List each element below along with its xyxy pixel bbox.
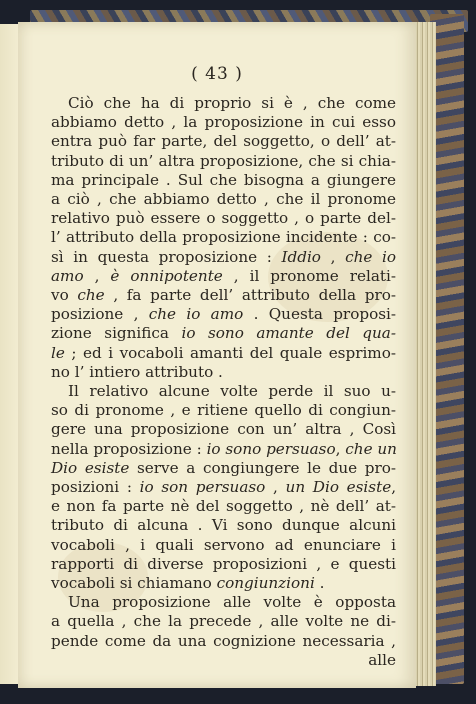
text-line [51,267,396,286]
italic-text: che un [345,439,397,458]
text-run: abbiamo detto , la proposizione in cui esso [51,113,396,132]
paragraph [51,593,396,651]
text-run: , [265,478,286,497]
text-run: Una proposizione alle volte è opposta [68,593,396,612]
text-run: , [320,247,346,266]
text-line [51,574,396,593]
text-line [51,190,396,209]
text-run: so di pronome , e ritiene quello di congiun- [51,401,396,420]
text-line [51,612,396,631]
text-run: tributo di alcuna . Vi sono dunque alcuni [51,516,396,535]
text-line [51,228,396,247]
text-run: e non fa parte nè del soggetto , nè dell’ at- [51,497,396,516]
text-run: , [391,478,397,497]
text-run: gere una proposizione con un’ altra , Così [51,420,396,439]
text-run: pende come da una cognizione necessaria , [51,631,396,650]
text-line [51,593,396,612]
text-line [51,478,396,497]
text-run: . [314,574,325,593]
body-text [51,94,396,670]
text-run: entra può far parte, del soggetto, o dell’ at- [51,132,396,151]
text-line [51,536,396,555]
italic-text: congiunzioni [216,574,315,593]
text-run: relativo può essere o soggetto , o parte del- [51,209,396,228]
text-line [51,209,396,228]
text-run: Il relativo alcune volte perde il suo u- [68,382,396,401]
text-run: , fa parte dell’ attributo della pro- [104,286,396,305]
text-run: l’ attributo della proposizione incidente : co- [51,228,396,247]
paragraph [51,94,396,382]
text-line [51,113,396,132]
italic-text: che [77,286,105,305]
text-run: a quella , che la precede , alle volte ne di- [51,612,396,631]
text-line [51,497,396,516]
text-run: vocaboli si chiamano [51,574,217,593]
text-line [51,286,396,305]
text-line [51,152,396,171]
italic-text: io son persuaso [139,478,266,497]
book-page [18,22,416,688]
text-run: nella proposizione : [51,439,207,458]
text-run: ; ed i vocaboli amanti del quale esprimo- [64,343,396,362]
text-run: posizione , [51,305,149,324]
italic-text: che io [345,247,397,266]
text-run: posizioni : [51,478,140,497]
text-run: ma principale . Sul che bisogna a giungere [51,170,396,189]
text-line [51,459,396,478]
italic-text: io sono persuaso [206,439,336,458]
paragraph [51,382,396,593]
text-line [51,305,396,324]
italic-text: è onnipotente [110,266,223,285]
text-run: , [335,439,346,458]
text-run: zione significa [51,324,182,343]
text-line [51,516,396,535]
catchword: alle [368,650,396,669]
text-line [51,363,396,382]
text-line [51,401,396,420]
text-line [51,324,396,343]
text-line [51,420,396,439]
text-line [51,382,396,401]
text-line [51,440,396,459]
italic-text: che io amo [148,305,244,324]
text-run: . Questa proposi- [243,305,396,324]
text-run: tributo di un’ altra proposizione, che si chia- [51,151,396,170]
text-line [51,344,396,363]
text-run: no l’ intiero attributo . [51,362,223,381]
italic-text: io sono amante del qua- [181,324,396,343]
text-line [51,632,396,651]
text-run: a ciò , che abbiamo detto , che il pronome [51,190,396,209]
paragraphs [51,94,396,651]
text-line [51,171,396,190]
text-run: , [83,266,111,285]
italic-text: amo [51,266,84,285]
text-line [51,555,396,574]
text-run: serve a congiungere le due pro- [129,458,397,477]
text-line [51,132,396,151]
text-run: rapporti di diverse proposizioni , e questi [51,554,396,573]
page-number: ( 43 ) [191,64,243,84]
italic-text: Iddio [281,247,321,266]
text-run: Ciò che ha di proprio si è , che come [68,94,396,112]
text-line [51,248,396,267]
text-line [51,94,396,113]
italic-text: un Dio esiste [285,478,392,497]
text-run: vo [51,286,78,305]
italic-text: le [51,343,65,362]
text-run: vocaboli , i quali servono ad enunciare i [51,535,396,554]
text-run: , il pronome relati- [222,266,396,285]
text-run: sì in questa proposizione : [51,247,282,266]
italic-text: Dio esiste [51,458,130,477]
